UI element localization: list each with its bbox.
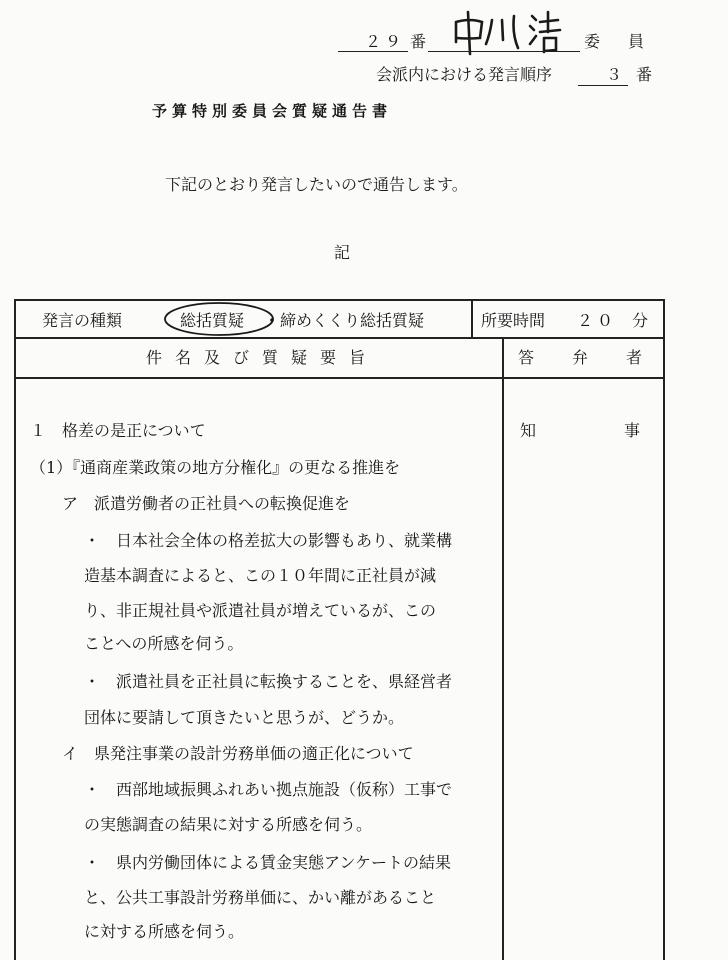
time-value: ２０ <box>577 311 618 330</box>
responder-governor: 知事 <box>520 421 728 440</box>
order-suffix: 番 <box>636 65 653 84</box>
point-i-bullet2-line3: に対する所感を伺う。 <box>84 922 245 941</box>
table-left-border <box>14 299 16 960</box>
order-underline <box>578 85 628 86</box>
order-label: 会派内における発言順序 <box>376 65 553 84</box>
intro-text: 下記のとおり発言したいので通告します。 <box>165 175 468 194</box>
speech-type-option-closing: 締めくくり総括質疑 <box>280 311 425 330</box>
point-a-bullet2-line2: 団体に要請して頂きたいと思うが、どうか。 <box>84 708 405 727</box>
time-unit: 分 <box>632 311 649 330</box>
order-number: ３ <box>606 65 623 84</box>
table-row2-border <box>14 377 664 379</box>
column-header-responder: 答弁者 <box>518 348 681 367</box>
point-i-heading: イ 県発注事業の設計労務単価の適正化について <box>62 744 414 763</box>
member-name-text <box>0 0 3 1</box>
member-suffix: 委 員 <box>584 32 651 51</box>
table-right-border <box>663 299 665 960</box>
seat-underline <box>338 51 408 52</box>
time-label: 所要時間 <box>481 311 546 330</box>
table-top-border <box>14 299 664 301</box>
member-signature <box>448 8 560 56</box>
name-underline <box>428 51 580 52</box>
speech-type-label: 発言の種類 <box>42 311 123 330</box>
point-a-bullet2-line1: ・ 派遣社員を正社員に転換することを、県経営者 <box>84 672 453 691</box>
item-1-heading: １ 格差の是正について <box>30 421 206 440</box>
point-a-bullet1-line2: 造基本調査によると、この１０年間に正社員が減 <box>84 566 437 585</box>
seat-number: ２９ <box>365 32 406 51</box>
table-row1-border <box>14 337 664 339</box>
document-title: 予算特別委員会質疑通告書 <box>152 102 393 120</box>
speech-type-option-general: 総括質疑 <box>180 311 245 330</box>
point-i-bullet1-line1: ・ 西部地域振興ふれあい拠点施設（仮称）工事で <box>84 780 453 799</box>
point-i-bullet2-line1: ・ 県内労働団体による賃金実態アンケートの結果 <box>84 853 452 872</box>
subitem-1-heading: （1）『通商産業政策の地方分権化』の更なる推進を <box>30 458 401 477</box>
selection-circle <box>162 300 276 338</box>
column-header-subject: 件名及び質疑要旨 <box>146 348 379 367</box>
point-a-heading: ア 派遣労働者の正社員への転換促進を <box>62 494 351 513</box>
ki-mark: 記 <box>334 243 351 262</box>
point-i-bullet1-line2: の実態調査の結果に対する所感を伺う。 <box>84 815 373 834</box>
point-a-bullet1-line3: り、非正規社員や派遣社員が増えているが、この <box>84 601 437 620</box>
table-column-divider <box>502 337 504 960</box>
point-i-bullet2-line2: と、公共工事設計労務単価に、かい離があること <box>84 888 437 907</box>
point-a-bullet1-line4: ことへの所感を伺う。 <box>84 634 244 653</box>
speech-type-separator: ・ <box>264 311 281 330</box>
point-a-bullet1-line1: ・ 日本社会全体の格差拡大の影響もあり、就業構 <box>84 531 453 550</box>
seat-suffix: 番 <box>410 32 427 51</box>
table-time-divider <box>471 299 473 337</box>
